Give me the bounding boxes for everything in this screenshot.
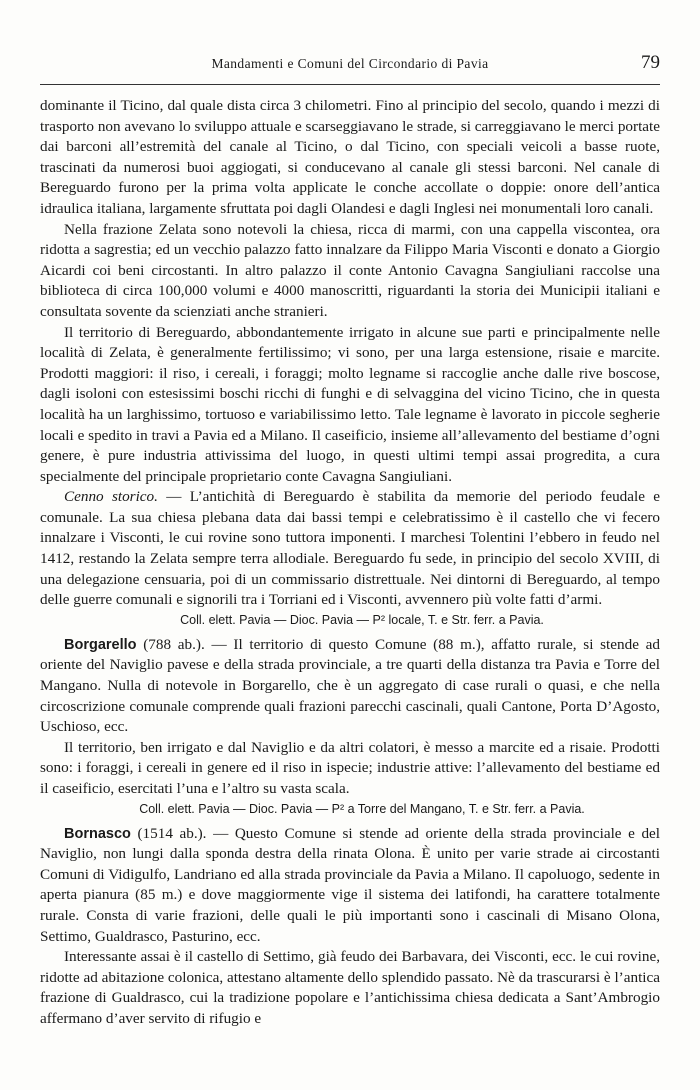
entry-borgarello (40, 635, 660, 738)
section-label: Cenno storico. (64, 488, 158, 506)
page-header (40, 52, 660, 78)
entry-bornasco (40, 824, 660, 948)
administrative-note: Coll. elett. Pavia — Dioc. Pavia — P² locale, T. e Str. ferr. a Pavia. (180, 612, 544, 627)
page-body (40, 96, 660, 1030)
paragraph-text: — L’antichità di Bereguardo è stabilita da memorie del periodo feudale e comunale. La sua chiesa plebana data dai bassi tempi e celebratissimo è il castello che vi fecero innalzare i Visconti, le cui rovine sono tuttora imponenti. I marchesi Tolentini l’ebbero in feudo nel 1412, restando la Zelata sempre terra allodiale. Bereguardo fu sede, in principio del secolo XVIII, di una delegazione censuaria, poi di un commissario distrettuale. Nei dintorni di Bereguardo, al tempo delle guerre comunali e signorili tra i Torriani ed i Visconti, avvennero più volte fatti d’armi. (40, 488, 660, 609)
paragraph: Nella frazione Zelata sono notevoli la chiesa, ricca di marmi, con una cappella viscontea, ora ridotta a sagrestia; ed un vecchio palazzo fatto innalzare da Filippo Maria Visconti e donato a Giorgio Aicardi coi beni circostanti. In altro palazzo il conte Antonio Cavagna Sangiuliani raccolse una biblioteca di circa 100,000 volumi e 4000 manoscritti, riguardanti la storia dei Municipii italiani e consultata sovente da scienziati anche stranieri. (40, 220, 660, 320)
paragraph: Interessante assai è il castello di Settimo, già feudo dei Barbavara, dei Visconti, ecc. le cui rovine, ridotte ad abitazione colonica, attestano altamente dello splendido passato. Nè da trascurarsi è l’antica frazione di Gualdrasco, cui la tradizione popolare e l’antichissima chiesa dedicata a Sant’Ambrogio affermano d’aver servito di rifugio e (40, 948, 660, 1027)
paragraph-historical-note (40, 487, 660, 611)
page-number: 79 (641, 52, 660, 73)
entry-text: (1514 ab.). — Questo Comune si stende ad oriente della strada provinciale e del Naviglio, non lungi dalla sponda destra della rinata Olona. È unito per varie strade ai circostanti Comuni di Vidigulfo, Landriano ed alla strada provinciale da Pavia a Milano. Il capoluogo, sedente in aperta pianura (85 m.) e dove maggiormente vige il sistema dei latifondi, ha carattere totalmente rurale. Consta di varie frazioni, delle quali le più importanti sono i cascinali di Misano Olona, Settimo, Gualdrasco, Pasturino, ecc. (40, 824, 660, 945)
running-title: Mandamenti e Comuni del Circondario di Pavia (211, 56, 489, 71)
paragraph: Il territorio di Bereguardo, abbondantemente irrigato in alcune sue parti e principalmente nelle località di Zelata, è generalmente fertilissimo; vi sono, per una larga estensione, risaie e marcite. Prodotti maggiori: il riso, i cereali, i foraggi; molto legname si raccoglie anche dalle rive boscose, dagli isoloni con estesissimi boschi ricchi di funghi e di selvaggina del vicino Ticino, che in questa località ha un larghissimo, tortuoso e variabilissimo letto. Tale legname è lavorato in piccole segherie locali e spedito in travi a Pavia ed a Milano. Il caseificio, insieme all’allevamento del bestiame d’ogni genere, è pure industria attivissima del luogo, in questi ultimi tempi assai progredita, a cura specialmente del principale proprietario conte Cavagna Sangiuliani. (40, 323, 660, 485)
entry-name: Bornasco (64, 825, 131, 842)
paragraph: Il territorio, ben irrigato e dal Naviglio e da altri colatori, è messo a marcite ed a risaie. Prodotti sono: i foraggi, i cereali in genere ed il riso in ispecie; industrie attive: l’allevamento del bestiame ed il caseificio, esercitati l’una e l’altro su vasta scala. (40, 738, 660, 797)
administrative-note: Coll. elett. Pavia — Dioc. Pavia — P² a Torre del Mangano, T. e Str. ferr. a Pavia. (139, 801, 585, 816)
paragraph: dominante il Ticino, dal quale dista circa 3 chilometri. Fino al principio del secolo, quando i mezzi di trasporto non avevano lo sviluppo attuale e scarseggiavano le strade, si carreggiavano le merci portate dai barconi all’estremità del canale al Ticino, o dal Ticino, con speciali veicoli a basse ruote, trascinati da numerosi buoi aggiogati, si conducevano al canale gli stessi barconi. Nel canale di Bereguardo furono per la prima volta applicate le conche accollate o doppie: onore dell’antica idraulica italiana, largamente sfruttata poi dagli Olandesi e dagli Inglesi nei monumentali loro canali. (40, 97, 660, 217)
entry-name: Borgarello (64, 636, 137, 653)
entry-text: (788 ab.). — Il territorio di questo Comune (88 m.), affatto rurale, si stende ad oriente del Naviglio pavese e della strada provinciale, a tre quarti della distanza tra Pavia e Torre del Mangano. Nulla di notevole in Borgarello, che è un aggregato di case rurali o quasi, e che nella circoscrizione comunale comprende quali frazioni parecchi cascinali, quali Cantone, Porta D’Agosto, Uschioso, ecc. (40, 635, 660, 736)
header-rule (40, 84, 660, 85)
